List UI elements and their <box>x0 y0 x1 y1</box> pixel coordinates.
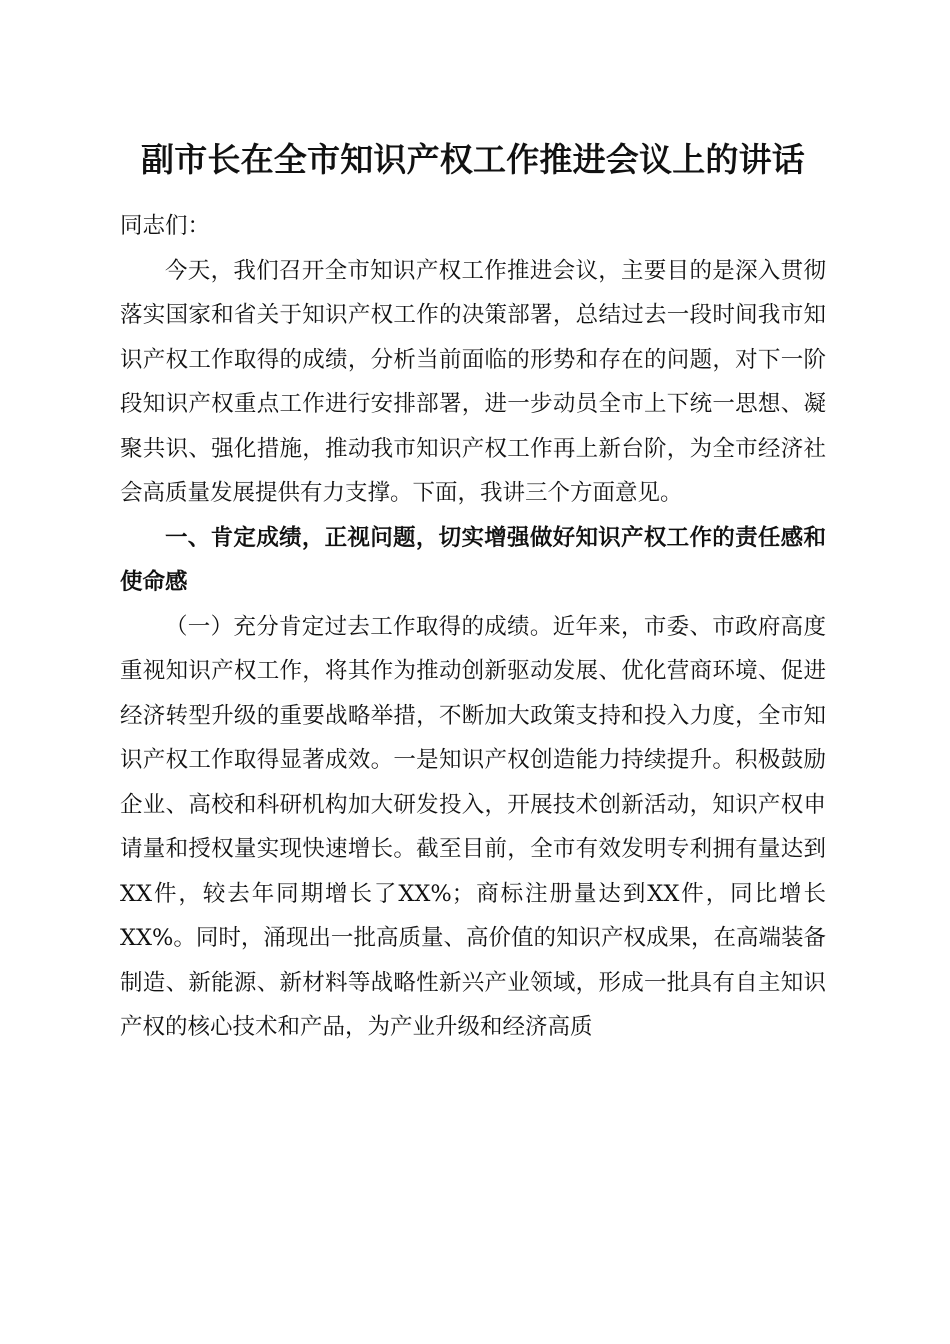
paragraph-section-1: （一）充分肯定过去工作取得的成绩。近年来，市委、市政府高度重视知识产权工作，将其作为推动创新驱动发展、优化营商环境、促进经济转型升级的重要战略举措，不断加大政策支持和投入力度，全市知识产权工作取得显著成效。一是知识产权创造能力持续提升。积极鼓励企业、高校和科研机构加大研发投入，开展技术创新活动，知识产权申请量和授权量实现快速增长。截至目前，全市有效发明专利拥有量达到XX件，较去年同期增长了XX%；商标注册量达到XX件，同比增长XX%。同时，涌现出一批高质量、高价值的知识产权成果，在高端装备制造、新能源、新材料等战略性新兴产业领域，形成一批具有自主知识产权的核心技术和产品，为产业升级和经济高质 <box>120 613 826 1040</box>
document-body <box>120 204 826 1050</box>
paragraph-intro: 今天，我们召开全市知识产权工作推进会议，主要目的是深入贯彻落实国家和省关于知识产权工作的决策部署，总结过去一段时间我市知识产权工作取得的成绩，分析当前面临的形势和存在的问题，对下一阶段知识产权重点工作进行安排部署，进一步动员全市上下统一思想、凝聚共识、强化措施，推动我市知识产权工作再上新台阶，为全市经济社会高质量发展提供有力支撑。下面，我讲三个方面意见。 <box>120 257 826 506</box>
salutation: 同志们： <box>120 213 211 239</box>
section-heading-1: 一、肯定成绩，正视问题，切实增强做好知识产权工作的责任感和使命感 <box>120 524 826 595</box>
document-title: 副市长在全市知识产权工作推进会议上的讲话 <box>141 140 805 179</box>
